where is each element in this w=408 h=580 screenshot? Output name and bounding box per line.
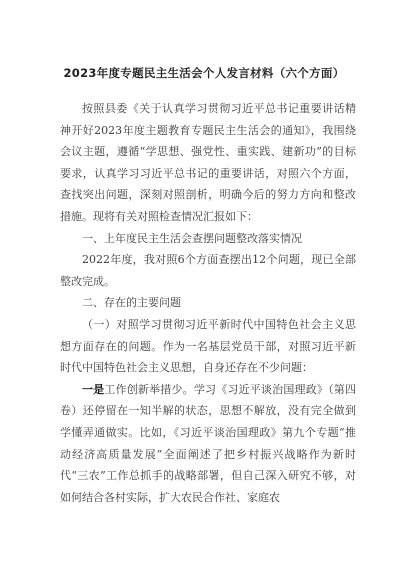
section-heading: 一、上年度民主生活会查摆问题整改落实情况 <box>82 231 302 245</box>
document-title: 2023年度专题民主生活会个人发言材料（六个方面） <box>63 66 345 80</box>
intro-paragraph: 按照县委《关于认真学习贯彻习近平总书记重要讲话精神开好2023年度主题教育专题民主生活会的通知》，我围绕会议主题，遵循“学思想、强党性、重实践、建新功”的目标要求，认真学习习近平总书记的重要讲话，对照六个方面，查找突出问题，深刻对照剖析，明确今后的努力方向和整改措施。现将有关对照检查情况汇报如下： <box>60 102 356 223</box>
point-lead: 一是 <box>82 382 105 396</box>
point-paragraph <box>60 379 356 509</box>
section-heading: 二、存在的主要问题 <box>82 296 181 310</box>
document-body <box>60 98 356 508</box>
subsection-paragraph: （一）对照学习贯彻习近平新时代中国特色社会主义思想方面存在的问题。作为一名基层党员干部，对照习近平新时代中国特色社会主义思想，自身还存在不少问题： <box>60 317 356 375</box>
rectification-paragraph: 2022年度，我对照6个方面查摆出12个问题，现已全部整改完成。 <box>60 253 356 288</box>
point-text: 工作创新举措少。学习《习近平谈治国理政》（第四卷）还停留在一知半解的状态，思想不解放，没有完全做到学懂弄通做实。比如，《习近平谈治国理政》第九个专题“推动经济高质量发展”全面阐述了把乡村振兴战略作为新时代“三农”工作总抓手的战略部署，但自己深入研究不够，对如何结合各村实际，扩大农民合作社、家庭农 <box>60 382 356 504</box>
